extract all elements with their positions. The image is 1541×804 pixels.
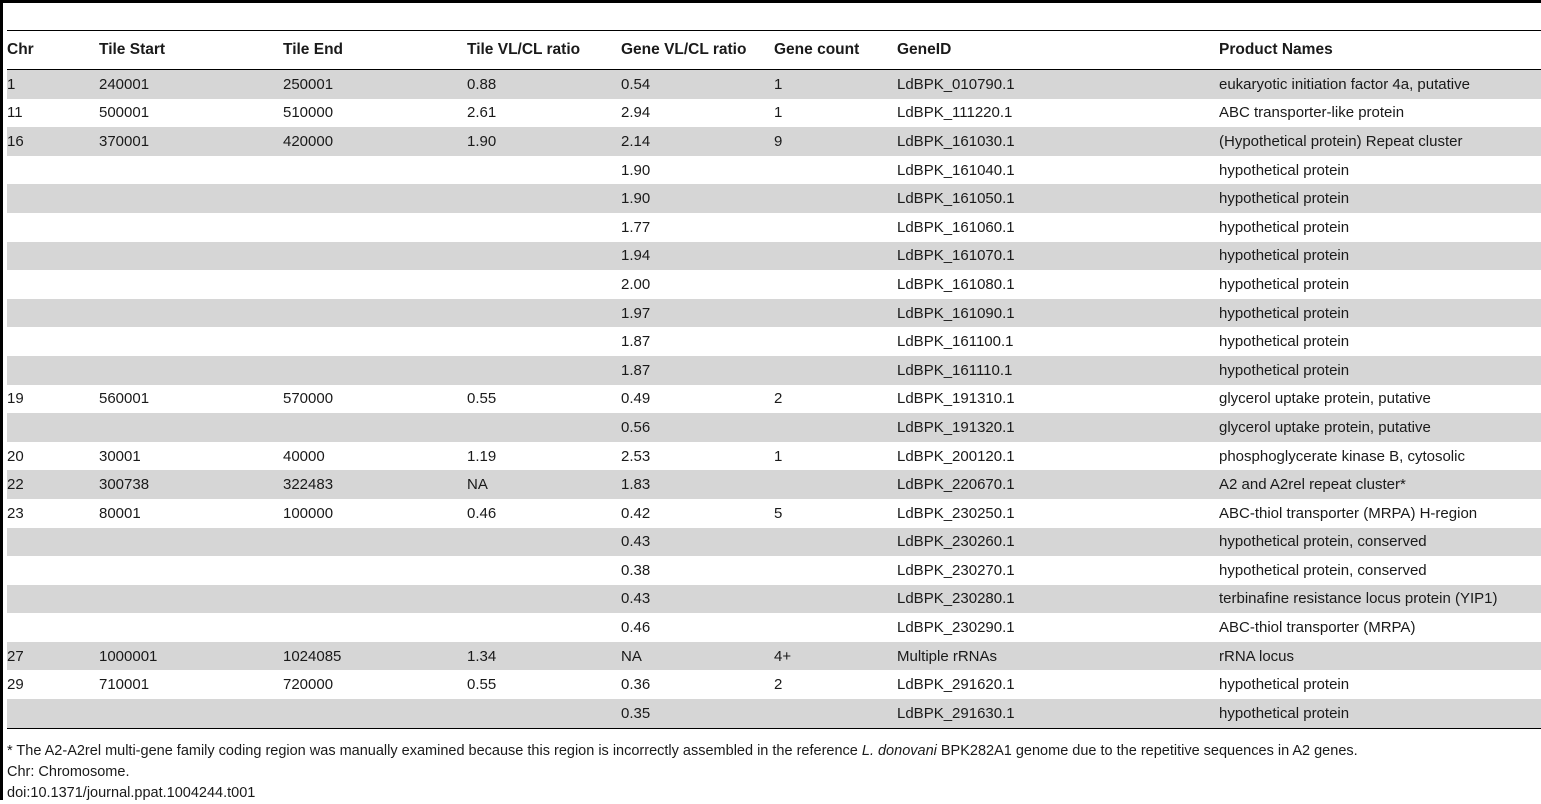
cell-tile-ratio — [467, 327, 621, 356]
cell-tile-start — [99, 213, 283, 242]
cell-tile-start — [99, 270, 283, 299]
cell-product-name: glycerol uptake protein, putative — [1219, 390, 1431, 408]
cell-gene-id: Multiple rRNAs — [897, 642, 1219, 671]
cell-tile-ratio — [467, 613, 621, 642]
cell-tile-start — [99, 356, 283, 385]
top-rule — [3, 0, 1541, 3]
cell-gene-id: LdBPK_291620.1 — [897, 676, 1015, 694]
cell-chr: 1 — [7, 70, 99, 99]
cell-tile-start — [99, 242, 283, 271]
cell-tile-end: 322483 — [283, 470, 467, 499]
cell-tile-ratio: 1.34 — [467, 642, 621, 671]
cell-gene-count: 1 — [774, 447, 783, 465]
cell-gene-count: 2 — [774, 676, 783, 694]
cell-tile-end — [283, 528, 467, 557]
cell-tile-end — [283, 184, 467, 213]
cell-tile-end — [283, 356, 467, 385]
cell-gene-id: LdBPK_111220.1 — [897, 104, 1013, 122]
cell-gene-count: 5 — [774, 504, 783, 522]
cell-gene-ratio: 2.53 — [621, 447, 651, 465]
cell-product-name: ABC-thiol transporter (MRPA) H-region — [1219, 504, 1478, 522]
cell-tile-ratio — [467, 556, 621, 585]
cell-product-name: hypothetical protein — [1219, 299, 1541, 328]
cell-gene-count — [774, 470, 897, 499]
cell-tile-start — [99, 528, 283, 557]
cell-tile-end — [283, 613, 467, 642]
cell-chr — [7, 242, 99, 271]
cell-chr — [7, 356, 99, 385]
cell-tile-start: 1000001 — [99, 642, 283, 671]
cell-gene-ratio: 0.36 — [621, 676, 651, 694]
cell-gene-ratio: 1.94 — [621, 242, 774, 271]
footnote-assembly-start: * The A2-A2rel multi-gene family coding region was manually examined because this region is incorrectly assembled in the reference — [7, 743, 862, 759]
cell-gene-ratio: NA — [621, 642, 774, 671]
table-row — [7, 270, 1541, 299]
cell-tile-ratio — [467, 156, 621, 185]
cell-tile-end — [283, 242, 467, 271]
cell-product-name: hypothetical protein — [1219, 356, 1541, 385]
cell-gene-id: LdBPK_161050.1 — [897, 184, 1219, 213]
cell-tile-start: 30001 — [99, 447, 141, 465]
table-row — [7, 299, 1541, 328]
table-row — [7, 642, 1541, 671]
cell-gene-ratio: 1.90 — [621, 161, 651, 179]
cell-tile-ratio — [467, 585, 621, 614]
cell-gene-ratio: 0.43 — [621, 528, 774, 557]
cell-tile-start — [99, 613, 283, 642]
col-header-product-names: Product Names — [1219, 31, 1541, 70]
table-row — [7, 528, 1541, 557]
table-body — [7, 70, 1541, 729]
cell-tile-ratio: 0.46 — [467, 504, 497, 522]
table-row — [7, 213, 1541, 242]
cell-tile-start — [99, 299, 283, 328]
cell-tile-start — [99, 556, 283, 585]
cell-gene-id: LdBPK_161100.1 — [897, 333, 1014, 351]
cell-tile-ratio — [467, 184, 621, 213]
table-row — [7, 442, 1541, 471]
table-row — [7, 556, 1541, 585]
table-row — [7, 184, 1541, 213]
footnote-chr-definition: Chr: Chromosome. — [7, 764, 130, 780]
cell-tile-end — [283, 299, 467, 328]
footnote-assembly — [7, 741, 1358, 762]
cell-tile-start: 560001 — [99, 390, 150, 408]
table-row — [7, 242, 1541, 271]
cell-product-name: hypothetical protein — [1219, 218, 1350, 236]
col-header-tile-start: Tile Start — [99, 31, 283, 70]
col-header-gene-id: GeneID — [897, 31, 1219, 70]
cell-chr: 16 — [7, 127, 99, 156]
cell-chr — [7, 184, 99, 213]
cell-gene-count — [774, 242, 897, 271]
cell-gene-count: 9 — [774, 127, 897, 156]
col-header-gene-ratio: Gene VL/CL ratio — [621, 31, 774, 70]
cell-tile-start: 240001 — [99, 70, 283, 99]
cell-tile-end — [283, 413, 467, 442]
cell-chr — [7, 213, 99, 242]
cell-gene-ratio: 1.83 — [621, 470, 774, 499]
cell-gene-ratio: 2.00 — [621, 275, 651, 293]
table-row — [7, 613, 1541, 642]
cell-tile-end — [283, 213, 467, 242]
cell-gene-ratio: 0.38 — [621, 561, 651, 579]
cell-gene-id: LdBPK_191320.1 — [897, 413, 1219, 442]
cell-gene-count — [774, 613, 897, 642]
cell-tile-end — [283, 270, 467, 299]
cell-gene-id: LdBPK_230290.1 — [897, 619, 1015, 637]
cell-product-name: glycerol uptake protein, putative — [1219, 413, 1541, 442]
cell-product-name: hypothetical protein — [1219, 184, 1541, 213]
cell-gene-ratio: 0.35 — [621, 699, 774, 728]
cell-tile-start — [99, 327, 283, 356]
cell-gene-ratio: 1.97 — [621, 299, 774, 328]
cell-chr — [7, 413, 99, 442]
cell-gene-id: LdBPK_191310.1 — [897, 390, 1015, 408]
cell-product-name: eukaryotic initiation factor 4a, putative — [1219, 70, 1541, 99]
cell-tile-ratio: 0.55 — [467, 676, 497, 694]
cell-gene-count — [774, 413, 897, 442]
cell-product-name: terbinafine resistance locus protein (YIP1) — [1219, 585, 1541, 614]
cell-tile-start — [99, 184, 283, 213]
cell-gene-count: 2 — [774, 390, 783, 408]
cell-tile-ratio: 1.19 — [467, 447, 497, 465]
cell-gene-ratio: 1.87 — [621, 333, 651, 351]
footnotes — [7, 741, 1358, 804]
cell-gene-count: 4+ — [774, 642, 897, 671]
cell-gene-ratio: 0.54 — [621, 70, 774, 99]
cell-product-name: A2 and A2rel repeat cluster* — [1219, 470, 1541, 499]
cell-gene-id: LdBPK_230270.1 — [897, 561, 1015, 579]
cell-tile-ratio — [467, 270, 621, 299]
cell-product-name: (Hypothetical protein) Repeat cluster — [1219, 127, 1541, 156]
cell-gene-count — [774, 184, 897, 213]
cell-gene-ratio: 0.42 — [621, 504, 651, 522]
cell-chr — [7, 327, 99, 356]
cell-tile-end: 40000 — [283, 447, 325, 465]
cell-chr: 20 — [7, 447, 24, 465]
table-row — [7, 127, 1541, 156]
cell-tile-end — [283, 585, 467, 614]
cell-chr — [7, 585, 99, 614]
cell-tile-end — [283, 327, 467, 356]
col-header-chr: Chr — [7, 31, 99, 70]
cell-gene-count: 1 — [774, 104, 783, 122]
cell-gene-count — [774, 528, 897, 557]
cell-gene-ratio: 0.49 — [621, 390, 651, 408]
cell-tile-ratio — [467, 356, 621, 385]
cell-tile-end: 1024085 — [283, 642, 467, 671]
cell-tile-ratio: NA — [467, 470, 621, 499]
cell-gene-count — [774, 699, 897, 728]
table-row — [7, 99, 1541, 128]
cell-gene-ratio: 2.14 — [621, 127, 774, 156]
col-header-tile-ratio: Tile VL/CL ratio — [467, 31, 621, 70]
cell-product-name: ABC transporter-like protein — [1219, 104, 1405, 122]
table-row — [7, 585, 1541, 614]
data-table — [7, 31, 1541, 729]
cell-gene-ratio: 1.90 — [621, 184, 774, 213]
cell-tile-ratio — [467, 699, 621, 728]
cell-product-name: rRNA locus — [1219, 642, 1541, 671]
cell-gene-count — [774, 270, 897, 299]
cell-tile-end — [283, 699, 467, 728]
cell-gene-id: LdBPK_161110.1 — [897, 356, 1219, 385]
cell-tile-end: 250001 — [283, 70, 467, 99]
cell-product-name: ABC-thiol transporter (MRPA) — [1219, 619, 1416, 637]
data-table-container — [7, 31, 1541, 729]
cell-gene-id: LdBPK_291630.1 — [897, 699, 1219, 728]
cell-tile-end — [283, 156, 467, 185]
cell-tile-end: 720000 — [283, 676, 334, 694]
cell-gene-ratio: 0.56 — [621, 413, 774, 442]
table-row — [7, 356, 1541, 385]
cell-product-name: hypothetical protein — [1219, 275, 1350, 293]
cell-gene-id: LdBPK_161080.1 — [897, 275, 1015, 293]
cell-tile-end: 570000 — [283, 390, 334, 408]
cell-tile-end: 420000 — [283, 127, 467, 156]
table-row — [7, 70, 1541, 99]
cell-chr — [7, 556, 99, 585]
cell-gene-ratio: 0.43 — [621, 585, 774, 614]
table-row — [7, 470, 1541, 499]
cell-chr — [7, 699, 99, 728]
cell-gene-count — [774, 213, 897, 242]
cell-chr: 29 — [7, 676, 24, 694]
left-border — [0, 0, 3, 800]
cell-tile-ratio: 0.55 — [467, 390, 497, 408]
cell-gene-id: LdBPK_161040.1 — [897, 161, 1015, 179]
cell-gene-id: LdBPK_230250.1 — [897, 504, 1015, 522]
header-row — [7, 31, 1541, 70]
cell-gene-ratio: 1.77 — [621, 218, 651, 236]
cell-chr: 19 — [7, 390, 24, 408]
cell-product-name: phosphoglycerate kinase B, cytosolic — [1219, 447, 1465, 465]
cell-tile-ratio — [467, 242, 621, 271]
cell-gene-id: LdBPK_230280.1 — [897, 585, 1219, 614]
cell-tile-end — [283, 556, 467, 585]
cell-tile-end: 510000 — [283, 104, 334, 122]
cell-chr — [7, 528, 99, 557]
cell-gene-id: LdBPK_010790.1 — [897, 70, 1219, 99]
table-row — [7, 413, 1541, 442]
cell-gene-count — [774, 156, 897, 185]
table-row — [7, 156, 1541, 185]
cell-chr — [7, 156, 99, 185]
cell-product-name: hypothetical protein — [1219, 242, 1541, 271]
cell-tile-ratio: 1.90 — [467, 127, 621, 156]
table-row — [7, 385, 1541, 414]
cell-chr: 27 — [7, 642, 99, 671]
cell-gene-id: LdBPK_220670.1 — [897, 470, 1219, 499]
cell-gene-ratio: 2.94 — [621, 104, 651, 122]
cell-gene-id: LdBPK_161060.1 — [897, 218, 1015, 236]
cell-chr: 22 — [7, 470, 99, 499]
cell-gene-id: LdBPK_230260.1 — [897, 528, 1219, 557]
cell-tile-ratio — [467, 299, 621, 328]
cell-gene-count — [774, 585, 897, 614]
table-row — [7, 670, 1541, 699]
cell-chr: 11 — [7, 104, 23, 122]
cell-tile-ratio: 2.61 — [467, 104, 497, 122]
cell-tile-start — [99, 699, 283, 728]
cell-product-name: hypothetical protein — [1219, 699, 1541, 728]
cell-gene-count — [774, 299, 897, 328]
table-row — [7, 327, 1541, 356]
cell-tile-start: 370001 — [99, 127, 283, 156]
cell-chr — [7, 270, 99, 299]
table-row — [7, 699, 1541, 728]
cell-gene-count: 1 — [774, 70, 897, 99]
cell-tile-start: 80001 — [99, 504, 141, 522]
footnote-species: L. donovani — [861, 743, 937, 759]
cell-product-name: hypothetical protein — [1219, 333, 1350, 351]
cell-tile-ratio — [467, 413, 621, 442]
table-row — [7, 499, 1541, 528]
cell-tile-end: 100000 — [283, 504, 334, 522]
cell-tile-start — [99, 585, 283, 614]
doi-text: doi:10.1371/journal.ppat.1004244.t001 — [7, 785, 256, 801]
cell-gene-id: LdBPK_161070.1 — [897, 242, 1219, 271]
cell-gene-id: LdBPK_161090.1 — [897, 299, 1219, 328]
cell-tile-start — [99, 413, 283, 442]
cell-chr — [7, 299, 99, 328]
cell-tile-start: 300738 — [99, 470, 283, 499]
cell-product-name: hypothetical protein, conserved — [1219, 528, 1541, 557]
cell-tile-ratio — [467, 213, 621, 242]
cell-gene-count — [774, 556, 897, 585]
cell-gene-id: LdBPK_200120.1 — [897, 447, 1015, 465]
col-header-gene-count: Gene count — [774, 31, 897, 70]
cell-gene-ratio: 0.46 — [621, 619, 651, 637]
cell-product-name: hypothetical protein, conserved — [1219, 561, 1427, 579]
cell-gene-count — [774, 327, 897, 356]
cell-product-name: hypothetical protein — [1219, 676, 1350, 694]
cell-gene-ratio: 1.87 — [621, 356, 774, 385]
cell-tile-start: 500001 — [99, 104, 150, 122]
cell-product-name: hypothetical protein — [1219, 161, 1350, 179]
footnote-assembly-end: BPK282A1 genome due to the repetitive sequences in A2 genes. — [936, 743, 1358, 759]
cell-chr — [7, 613, 99, 642]
cell-tile-start: 710001 — [99, 676, 150, 694]
cell-chr: 23 — [7, 504, 24, 522]
col-header-tile-end: Tile End — [283, 31, 467, 70]
cell-tile-ratio: 0.88 — [467, 70, 621, 99]
cell-tile-ratio — [467, 528, 621, 557]
cell-gene-count — [774, 356, 897, 385]
cell-gene-id: LdBPK_161030.1 — [897, 127, 1219, 156]
cell-tile-start — [99, 156, 283, 185]
